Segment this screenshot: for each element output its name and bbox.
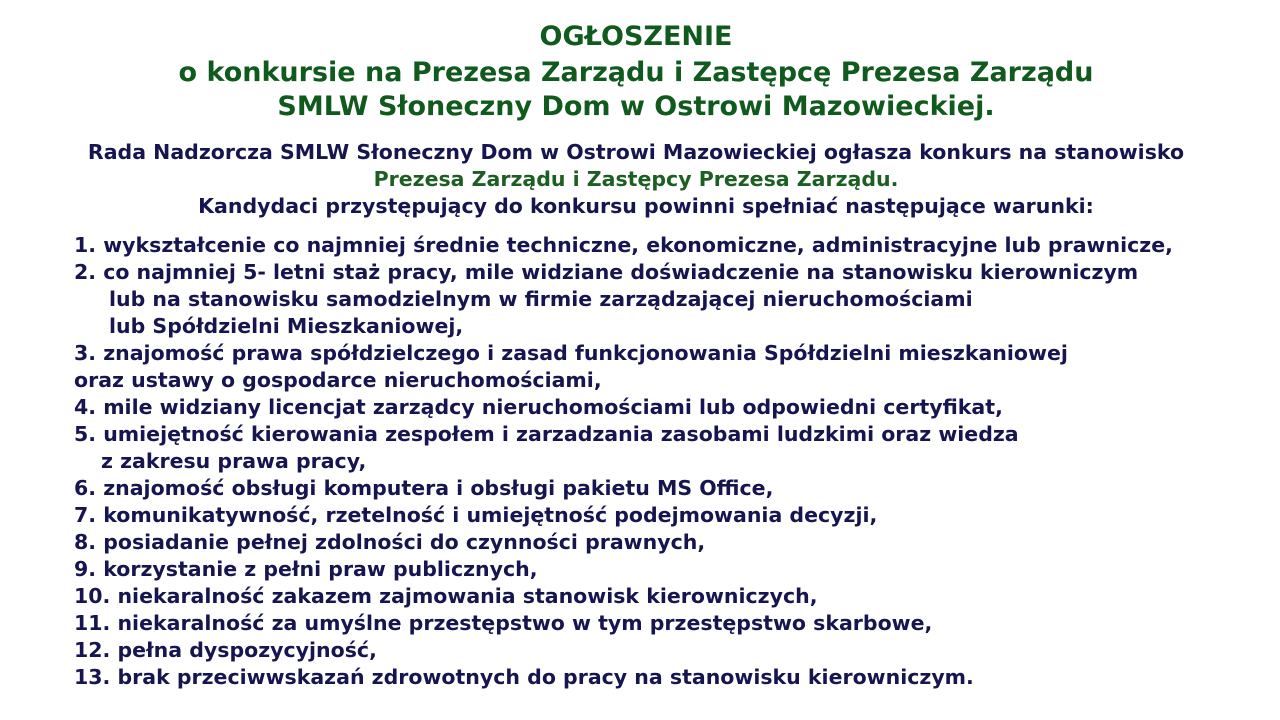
- intro-line-1: Rada Nadzorcza SMLW Słoneczny Dom w Ostrowi Mazowieckiej ogłasza konkurs na stanowisko: [87, 140, 1185, 164]
- announcement-organization: SMLW Słoneczny Dom w Ostrowi Mazowieckiej.: [277, 91, 995, 122]
- requirement-line: 3. znajomość prawa spółdzielczego i zasad funkcjonowania Spółdzielni mieszkaniowej: [74, 341, 1068, 365]
- requirement-line: oraz ustawy o gospodarce nieruchomościami,: [74, 368, 602, 392]
- requirement-line: 10. niekaralność zakazem zajmowania stanowisk kierowniczych,: [74, 584, 818, 608]
- requirement-line: 9. korzystanie z pełni praw publicznych,: [74, 557, 538, 581]
- requirement-line: 12. pełna dyspozycyjność,: [74, 638, 377, 662]
- intro-line-2: Prezesa Zarządu i Zastępcy Prezesa Zarządu.: [373, 167, 899, 191]
- requirement-line: 8. posiadanie pełnej zdolności do czynności prawnych,: [74, 530, 706, 554]
- requirement-line: 11. niekaralność za umyślne przestępstwo w tym przestępstwo skarbowe,: [74, 611, 933, 635]
- requirement-line: z zakresu prawa pracy,: [101, 449, 367, 473]
- requirement-line: 1. wykształcenie co najmniej średnie techniczne, ekonomiczne, administracyjne lub prawnicze,: [74, 233, 1173, 257]
- requirement-line: 4. mile widziany licencjat zarządcy nieruchomościami lub odpowiedni certyfikat,: [74, 395, 1003, 419]
- announcement-subtitle: o konkursie na Prezesa Zarządu i Zastępcę Prezesa Zarządu: [178, 57, 1094, 88]
- requirement-line: lub na stanowisku samodzielnym w firmie zarządzającej nieruchomościami: [109, 287, 973, 311]
- requirement-line: 13. brak przeciwwskazań zdrowotnych do pracy na stanowisku kierowniczym.: [74, 665, 974, 689]
- requirement-line: 7. komunikatywność, rzetelność i umiejętność podejmowania decyzji,: [74, 503, 878, 527]
- intro-line-3: Kandydaci przystępujący do konkursu powinni spełniać następujące warunki:: [198, 194, 1094, 218]
- announcement-title: OGŁOSZENIE: [539, 21, 733, 52]
- requirement-line: 6. znajomość obsługi komputera i obsługi pakietu MS Office,: [74, 476, 774, 500]
- requirement-line: 5. umiejętność kierowania zespołem i zarzadzania zasobami ludzkimi oraz wiedza: [74, 422, 1019, 446]
- requirement-line: 2. co najmniej 5- letni staż pracy, mile widziane doświadczenie na stanowisku kierowniczym: [74, 260, 1139, 284]
- requirement-line: lub Spółdzielni Mieszkaniowej,: [109, 314, 464, 338]
